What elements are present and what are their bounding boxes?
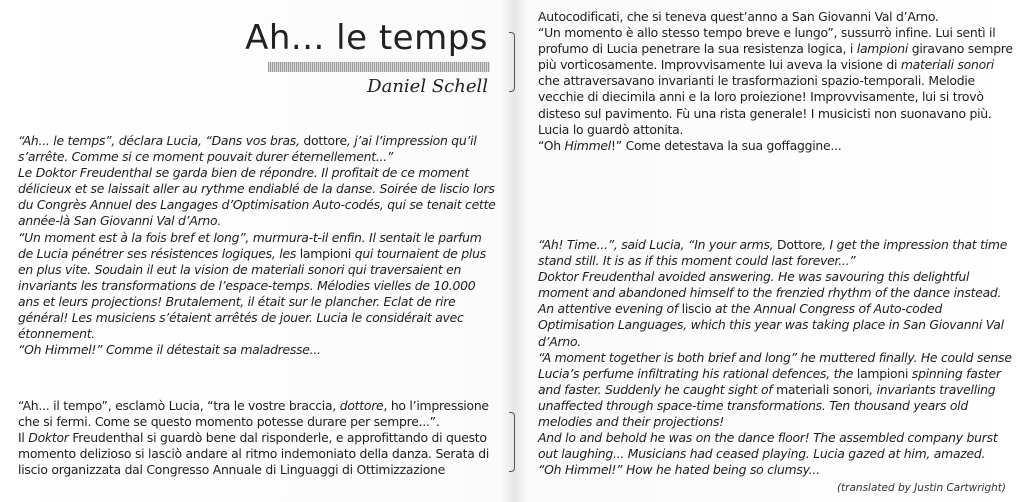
text-run: at the Annual Congress of Auto-coded Optimisation Languages, which this year was taking place in San Giovanni Val d’Arno. <box>538 301 1004 349</box>
paragraph <box>18 430 496 478</box>
text-run: Doktor Freudenthal avoided answering. He was savouring this delightful moment and abandoned himself to the frenzied rhythm of the dance instead. An attentive evening of <box>538 269 1002 317</box>
text-run: dottore <box>303 133 347 148</box>
text-run: , I get the impression that time stand still. It is as if this moment could last forever...” <box>538 237 1008 269</box>
text-run: che attraversavano invarianti le trasformazioni spazio-temporali. Melodie vecchie di diecimila anni e la loro proiezione! Improvvisamente, lui si trovò disteso sul pavimento. Fù una rista generale! I musicisti non suonavano più. Lucia lo guardò attonita. <box>538 73 992 137</box>
text-run: lampioni <box>856 365 909 381</box>
title-rule <box>268 62 490 72</box>
text-run: , invariants travelling unaffected through space-time transformations. Ten thousand years old melodies and their projections! <box>538 381 996 430</box>
text-run: Dottore <box>777 237 823 252</box>
text-run: Freudenthal si guardò bene dal risponderle, e approfittando di questo momento delizioso si lasciò andare al ritmo indemoniato della danza. Serata di liscio organizzata dal Congresso Annuale di Linguaggi di Ottimizzazione <box>18 430 490 478</box>
text-run: “A moment together is both brief and long” he muttered finally. He could sense Lucia’s perfume infiltrating his rational defences, the <box>538 349 1012 381</box>
text-run: spinning faster and faster. Suddenly he caught sight of <box>538 365 1001 397</box>
paragraph <box>538 237 1016 269</box>
text-run: Autocodificati, che si teneva quest’anno a San Giovanni Val d’Arno. <box>538 9 939 24</box>
text-run: Il <box>18 430 29 446</box>
text-run: , ho l’impressione che si fermi. Come se questo momento potesse durare per sempre...”. <box>18 398 489 430</box>
text-run: , j’ai l’impression qu’il s’arrête. Comme si ce moment pouvait durer éternellement...” <box>18 133 477 165</box>
text-run: “Oh Himmel!” Comme il détestait sa maladresse... <box>18 342 321 358</box>
italian-text-intro <box>18 398 496 478</box>
paragraph <box>538 269 1016 349</box>
paragraph <box>538 9 1016 25</box>
french-text <box>18 133 496 358</box>
text-run: And lo and behold he was on the dance floor! The assembled company burst out laughing... Musicians had ceased playing. Lucia gazed at him, amazed. <box>538 430 998 462</box>
text-run: liscio <box>681 301 712 317</box>
text-run: “Ah... le temps”, déclara Lucia, “Dans vos bras, <box>18 133 304 148</box>
text-run: lampioni <box>856 41 909 57</box>
text-run: “Ah! Time...”, said Lucia, “In your arms, <box>538 237 778 252</box>
text-run: Himmel <box>564 137 611 153</box>
paragraph <box>538 430 1016 462</box>
english-text <box>538 237 1016 478</box>
text-run: “Oh Himmel!” How he hated being so clumsy... <box>538 462 820 478</box>
text-run: qui tournaient de plus en plus vite. Soudain il eut la vision de materiali sonori qui traversaient en invariants les transformations de l’espace-temps. Mélodies vielles de 10.000 ans et leurs projections! Brutalement, il était sur le plancher. Eclat de rire général! Les musiciens s’étaient arrêtés de jouer. Lucia le considérait avec étonnement. <box>18 245 486 342</box>
translation-credit: (translated by Justin Cartwright) <box>836 482 1006 494</box>
paragraph <box>18 133 496 165</box>
paragraph <box>538 462 1016 478</box>
left-page <box>0 0 510 502</box>
page-title: Ah... le temps <box>245 18 488 58</box>
text-run: Doktor <box>28 430 69 446</box>
text-run: !” Come detestava la sua goffaggine... <box>611 137 842 153</box>
paragraph <box>18 398 496 430</box>
text-run: materiali sonori <box>900 57 994 73</box>
text-run: “Un moment est à la fois bref et long”, murmura-t-il enfin. Il sentait le parfum de Lucia pénétrer ses résistences logiques, les <box>18 229 482 261</box>
text-run: “Ah... il tempo”, esclamò Lucia, “tra le vostre braccia, <box>18 398 340 413</box>
italian-text-continued <box>538 9 1016 154</box>
paragraph <box>538 138 1016 154</box>
text-run: “Oh <box>538 137 565 153</box>
paragraph <box>18 230 496 343</box>
text-run: Le Doktor Freudenthal se garda bien de répondre. Il profitait de ce moment délicieux et se laissait aller au rythme endiablé de la danse. Soirée de liscio lors du Congrès Annuel des Langages d’Optimisation Auto-codés, qui se tenait cette année-là San Giovanni Val d’Arno. <box>18 165 496 229</box>
paragraph <box>18 342 496 358</box>
text-run: materiali sonori <box>776 381 870 397</box>
paragraph <box>18 165 496 229</box>
right-page <box>514 0 1024 502</box>
author-name: Daniel Schell <box>367 76 488 97</box>
text-run: giravano sempre più vorticosamente. Improvvisamente lui aveva la visione di <box>538 41 1013 73</box>
text-run: “Un momento è allo stesso tempo breve e lungo”, sussurrò infine. Lui sentì il profumo di Lucia penetrare la sua resistenza logica, i <box>538 25 996 57</box>
paragraph <box>538 25 1016 138</box>
paragraph <box>538 350 1016 430</box>
text-run: dottore <box>339 398 384 413</box>
text-run: lampioni <box>299 245 352 261</box>
